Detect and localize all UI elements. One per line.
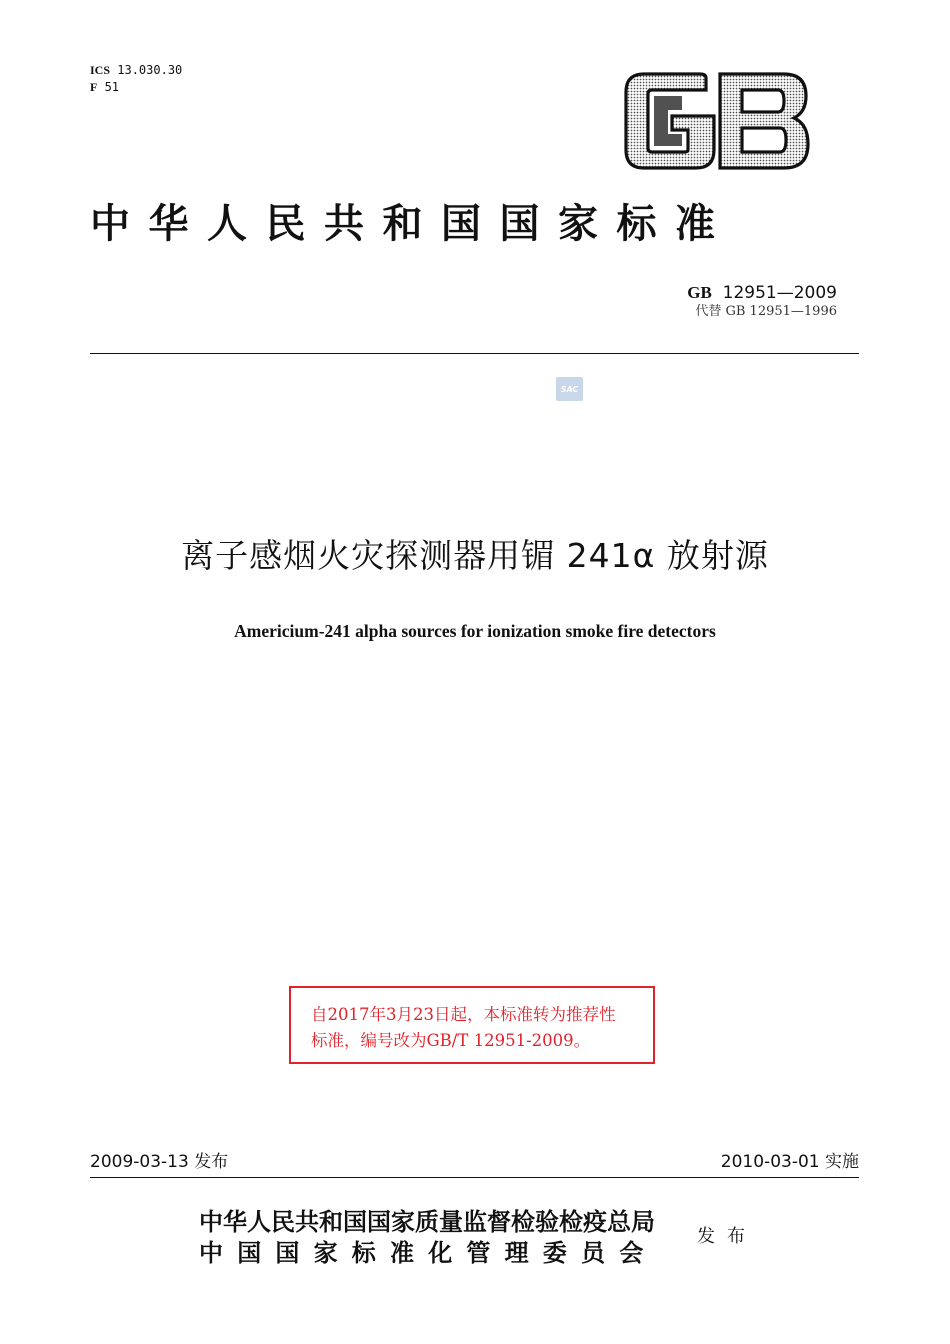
notice-line-1: 自2017年3月23日起，本标准转为推荐性 — [311, 1005, 616, 1024]
issue-action: 发布 — [697, 1226, 757, 1247]
ccs-line — [90, 79, 182, 96]
status-notice-box — [289, 986, 655, 1064]
implement-date: 2010-03-01 实施 — [720, 1152, 859, 1172]
classification-codes — [90, 62, 182, 96]
issuer-line-1: 中华人民共和国国家质量监督检验检疫总局 — [199, 1208, 655, 1236]
standard-number — [687, 282, 837, 304]
top-divider — [90, 353, 859, 354]
document-title-en: Americium-241 alpha sources for ionization smoke fire detectors — [234, 621, 716, 641]
standard-title: 中华人民共和国国家标准 — [90, 201, 734, 247]
gb-logo-letter-b — [720, 74, 808, 168]
ccs-label: F — [90, 80, 98, 94]
issuing-authorities — [199, 1207, 657, 1269]
ics-code: 13.030.30 — [117, 63, 183, 77]
standard-number-value: 12951—2009 — [722, 283, 837, 303]
ics-label: ICS — [90, 63, 111, 77]
ccs-code: 51 — [104, 80, 120, 94]
document-title-cn: 离子感烟火灾探测器用镅 241α 放射源 — [181, 536, 769, 575]
issuer-line-2: 中国国家标准化管理委员会 — [199, 1239, 658, 1267]
bottom-divider — [90, 1177, 859, 1178]
gb-logo — [624, 72, 810, 170]
gb-logo-letter-g — [626, 74, 714, 168]
replaces-standard: 代替 GB 12951—1996 — [695, 304, 837, 319]
standard-number-prefix: GB — [687, 283, 712, 302]
sac-watermark: SAC — [556, 377, 583, 401]
ics-line — [90, 62, 182, 79]
publish-date: 2009-03-13 发布 — [90, 1152, 229, 1172]
notice-line-2: 标准，编号改为GB/T 12951-2009。 — [311, 1031, 591, 1050]
